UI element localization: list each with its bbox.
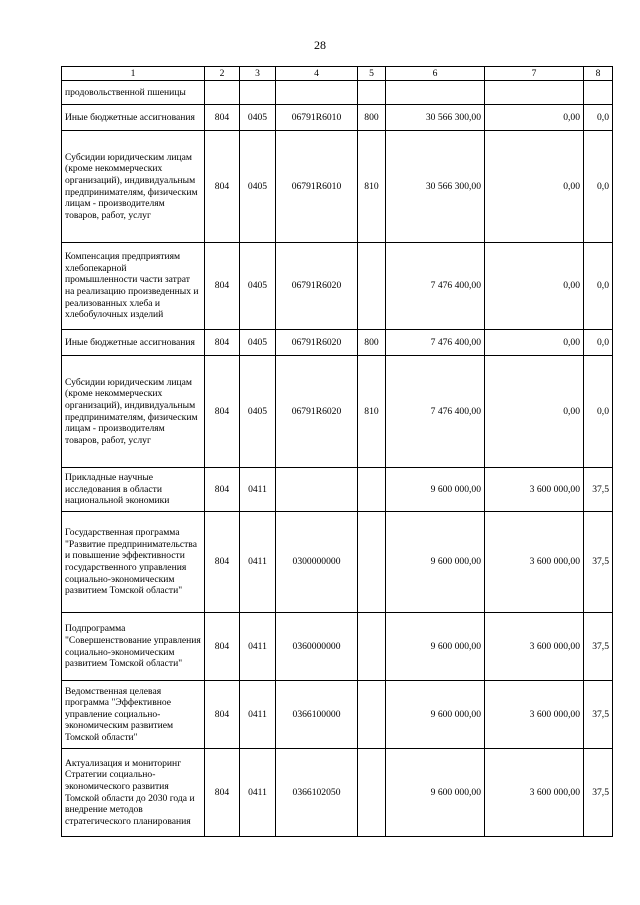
header-cell: 7 (485, 67, 584, 81)
row-csr (276, 81, 358, 105)
row-plan: 30 566 300,00 (386, 105, 485, 131)
row-fact: 3 600 000,00 (485, 512, 584, 613)
row-plan (386, 81, 485, 105)
row-pct: 37,5 (584, 468, 613, 512)
row-name: Актуализация и мониторинг Стратегии социально-экономического развития Томской области до 2030 года и внедрение методов стратегического планирования (62, 749, 205, 837)
row-name: Иные бюджетные ассигнования (62, 105, 205, 131)
row-csr (276, 468, 358, 512)
row-vr (358, 512, 386, 613)
row-gr: 804 (205, 330, 240, 356)
row-rz: 0411 (240, 749, 276, 837)
page-number: 28 (314, 38, 326, 52)
row-plan: 7 476 400,00 (386, 330, 485, 356)
row-rz: 0405 (240, 330, 276, 356)
row-csr: 06791R6010 (276, 105, 358, 131)
row-csr: 0360000000 (276, 613, 358, 681)
row-vr (358, 613, 386, 681)
row-pct: 37,5 (584, 512, 613, 613)
header-cell: 3 (240, 67, 276, 81)
row-fact: 3 600 000,00 (485, 681, 584, 749)
row-gr (205, 81, 240, 105)
row-fact: 0,00 (485, 356, 584, 468)
table-row (62, 681, 613, 749)
row-vr (358, 243, 386, 330)
row-pct: 37,5 (584, 613, 613, 681)
row-rz: 0411 (240, 613, 276, 681)
row-gr: 804 (205, 613, 240, 681)
row-vr (358, 468, 386, 512)
row-name: Субсидии юридическим лицам (кроме некоммерческих организаций), индивидуальным предпринимателям, физическим лицам - производителям товаров, работ, услуг (62, 131, 205, 243)
table-row (62, 512, 613, 613)
row-gr: 804 (205, 131, 240, 243)
row-name: Компенсация предприятиям хлебопекарной промышленности части затрат на реализацию произведенных и реализованных хлеба и хлебобулочных изделий (62, 243, 205, 330)
row-vr: 810 (358, 131, 386, 243)
row-fact: 0,00 (485, 330, 584, 356)
row-plan: 7 476 400,00 (386, 356, 485, 468)
row-name: Субсидии юридическим лицам (кроме некоммерческих организаций), индивидуальным предпринимателям, физическим лицам - производителям товаров, работ, услуг (62, 356, 205, 468)
row-fact: 0,00 (485, 243, 584, 330)
row-fact: 3 600 000,00 (485, 613, 584, 681)
row-gr: 804 (205, 243, 240, 330)
table-row (62, 131, 613, 243)
row-csr: 06791R6010 (276, 131, 358, 243)
table-row (62, 81, 613, 105)
row-name: Ведомственная целевая программа "Эффективное управление социально-экономическим развитием Томской области" (62, 681, 205, 749)
row-fact: 0,00 (485, 105, 584, 131)
row-rz: 0405 (240, 356, 276, 468)
row-name: Подпрограмма "Совершенствование управления социально-экономическим развитием Томской области" (62, 613, 205, 681)
row-fact: 3 600 000,00 (485, 749, 584, 837)
row-pct: 0,0 (584, 131, 613, 243)
row-vr (358, 681, 386, 749)
row-fact: 0,00 (485, 131, 584, 243)
budget-table (61, 66, 613, 837)
header-cell: 8 (584, 67, 613, 81)
row-pct (584, 81, 613, 105)
row-gr: 804 (205, 749, 240, 837)
table-row (62, 330, 613, 356)
row-name: Иные бюджетные ассигнования (62, 330, 205, 356)
row-pct: 0,0 (584, 330, 613, 356)
table-row (62, 356, 613, 468)
row-pct: 37,5 (584, 749, 613, 837)
table-row (62, 243, 613, 330)
row-csr: 06791R6020 (276, 356, 358, 468)
row-csr: 06791R6020 (276, 243, 358, 330)
row-gr: 804 (205, 681, 240, 749)
table-header-row (62, 67, 613, 81)
row-vr (358, 749, 386, 837)
row-plan: 9 600 000,00 (386, 613, 485, 681)
row-rz: 0411 (240, 512, 276, 613)
row-rz (240, 81, 276, 105)
row-csr: 0300000000 (276, 512, 358, 613)
row-vr: 810 (358, 356, 386, 468)
row-pct: 0,0 (584, 243, 613, 330)
row-name: Прикладные научные исследования в области национальной экономики (62, 468, 205, 512)
row-vr (358, 81, 386, 105)
row-pct: 0,0 (584, 356, 613, 468)
row-pct: 0,0 (584, 105, 613, 131)
row-rz: 0411 (240, 681, 276, 749)
row-csr: 0366102050 (276, 749, 358, 837)
row-name: Государственная программа "Развитие предпринимательства и повышение эффективности государственного управления социально-экономическим развитием Томской области" (62, 512, 205, 613)
row-fact: 3 600 000,00 (485, 468, 584, 512)
row-vr: 800 (358, 330, 386, 356)
table-row (62, 105, 613, 131)
row-rz: 0411 (240, 468, 276, 512)
row-csr: 0366100000 (276, 681, 358, 749)
row-plan: 9 600 000,00 (386, 681, 485, 749)
row-gr: 804 (205, 468, 240, 512)
header-cell: 2 (205, 67, 240, 81)
table-row (62, 749, 613, 837)
row-csr: 06791R6020 (276, 330, 358, 356)
table-row (62, 468, 613, 512)
row-plan: 9 600 000,00 (386, 749, 485, 837)
header-cell: 4 (276, 67, 358, 81)
header-cell: 6 (386, 67, 485, 81)
header-cell: 5 (358, 67, 386, 81)
row-plan: 9 600 000,00 (386, 512, 485, 613)
row-fact (485, 81, 584, 105)
row-gr: 804 (205, 105, 240, 131)
row-vr: 800 (358, 105, 386, 131)
row-name: продовольственной пшеницы (62, 81, 205, 105)
row-gr: 804 (205, 356, 240, 468)
table-row (62, 613, 613, 681)
row-rz: 0405 (240, 105, 276, 131)
row-plan: 30 566 300,00 (386, 131, 485, 243)
row-gr: 804 (205, 512, 240, 613)
header-cell: 1 (62, 67, 205, 81)
row-pct: 37,5 (584, 681, 613, 749)
row-plan: 7 476 400,00 (386, 243, 485, 330)
row-plan: 9 600 000,00 (386, 468, 485, 512)
row-rz: 0405 (240, 243, 276, 330)
row-rz: 0405 (240, 131, 276, 243)
